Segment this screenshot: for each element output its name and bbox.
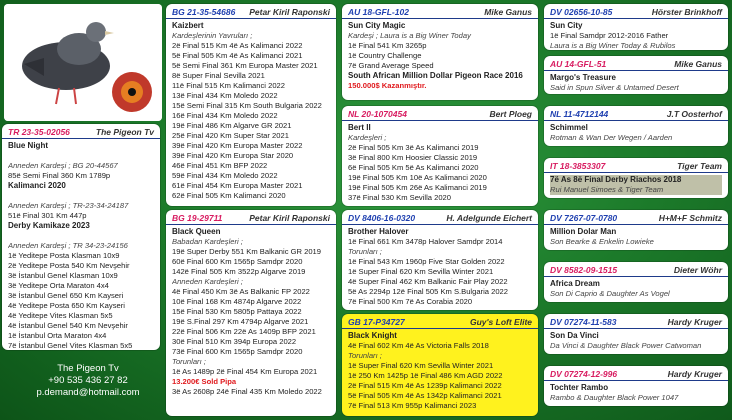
card-line: 142ë Final 505 Km 3522p Algarve 2019 xyxy=(172,267,306,276)
card-kaizbert xyxy=(166,4,336,206)
card-line: 19ë Super Derby 551 Km Balkanic GR 2019 xyxy=(172,247,322,256)
card-line: Rotman & Wan Der Wegen / Aarden xyxy=(550,133,673,142)
owner-name: H. Adelgunde Eichert xyxy=(446,213,532,223)
card-line: Kardeşleri ; xyxy=(348,133,387,142)
card-line: 46ë Final 451 Km BFP 2022 xyxy=(172,161,268,170)
ring-number: NL 20-1070454 xyxy=(348,109,407,119)
card-line: Kardeşlerinin Yavruları ; xyxy=(172,31,253,40)
card-body xyxy=(544,329,728,353)
card-line: 73ë Final 600 Km 1565p Samdpr 2020 xyxy=(172,347,303,356)
contact-block xyxy=(18,363,158,399)
card-body xyxy=(544,225,728,249)
card-line: 1ë Country Challenge xyxy=(348,51,422,60)
card-body xyxy=(166,225,336,399)
card-line: Brother Halover xyxy=(348,227,409,236)
owner-name: Dieter Wöhr xyxy=(673,265,722,275)
card-header xyxy=(544,56,728,71)
card-line: Tochter Rambo xyxy=(550,383,609,392)
owner-name: Tiger Team xyxy=(677,161,722,171)
card-line: Da Vinci & Daughter Black Power Catwoman xyxy=(550,341,702,350)
contact-phone[interactable]: +90 535 436 27 82 xyxy=(48,375,128,386)
card-line: 7ë Grand Average Speed xyxy=(348,61,434,70)
card-line: 3ë Yeditepe Orta Maraton 4x4 xyxy=(8,281,109,290)
card-line: 4ë Yeditepe Posta 650 Km Kayseri xyxy=(8,301,125,310)
contact-email[interactable]: p.demand@hotmail.com xyxy=(36,387,140,398)
card-line: 51ë Final 301 Km 447p xyxy=(8,211,87,220)
ring-number: AU 14-GFL-51 xyxy=(550,59,607,69)
ring-number: DV 02656-10-85 xyxy=(550,7,613,17)
card-line: 7ë As 8ë Final Derby Riachos 2018 xyxy=(550,175,722,185)
card-line: Derby Kamikaze 2023 xyxy=(8,221,90,230)
card-line: 3ë As 2608p 24ë Final 435 Km Moledo 2022 xyxy=(172,387,322,396)
card-million-dolar-man xyxy=(544,210,728,250)
card-line: 15ë Semi Final 315 Km South Bulgaria 2022 xyxy=(172,101,322,110)
card-blue-night xyxy=(2,124,160,350)
card-line: Margo's Treasure xyxy=(550,73,616,82)
card-body xyxy=(544,277,728,301)
card-body xyxy=(342,121,538,205)
card-line: 1ë Super Final 620 Km Sevilla Winter 2021 xyxy=(348,267,494,276)
card-line: 39ë Final 420 Km Europa Star 2020 xyxy=(172,151,294,160)
card-margos-treasure xyxy=(544,56,728,94)
card-line: 1ë Final 661 Km 3478p Halover Samdpr 2014 xyxy=(348,237,503,246)
card-body xyxy=(544,71,728,94)
card-line: Africa Dream xyxy=(550,279,600,288)
card-line: 19ë Final 505 Km 26ë As Kalimanci 2019 xyxy=(348,183,487,192)
card-line: Black Queen xyxy=(172,227,221,236)
pigeon-image xyxy=(4,4,162,121)
card-sun-city-magic xyxy=(342,4,538,100)
card-line: 2ë Final 505 Km 3ë As Kalimanci 2019 xyxy=(348,143,479,152)
card-header xyxy=(544,158,728,173)
ring-number: BG 19-29711 xyxy=(172,213,223,223)
ring-number: NL 11-4712144 xyxy=(550,109,609,119)
card-line: 4ë Final 602 Km 4ë As Victoria Falls 2018 xyxy=(348,341,489,350)
card-body xyxy=(544,173,728,197)
ring-number: DV 07274-11-583 xyxy=(550,317,617,327)
card-line: Blue Night xyxy=(8,141,48,150)
card-header xyxy=(2,124,160,139)
owner-name: The Pigeon Tv xyxy=(95,127,154,137)
card-line: Rui Manuel Simoes & Tiger Team xyxy=(550,185,722,195)
ring-number: BG 21-35-54686 xyxy=(172,7,236,17)
card-line: 60ë Final 600 Km 1565p Samdpr 2020 xyxy=(172,257,303,266)
card-line: 150.000$ Kazanmıştır. xyxy=(348,81,427,90)
owner-name: H+M+F Schmitz xyxy=(658,213,722,223)
card-line: 13.200€ Sold Pipa xyxy=(172,377,237,386)
card-header xyxy=(166,4,336,19)
card-header xyxy=(544,262,728,277)
card-line: Son Da Vinci xyxy=(550,331,599,340)
card-body xyxy=(342,19,538,93)
card-line: 4ë Final 450 Km 3ë As Balkanic FP 2022 xyxy=(172,287,310,296)
card-body xyxy=(342,329,538,413)
card-line: Torunları ; xyxy=(348,247,382,256)
card-line: 1ë Final 543 Km 1960p Five Star Golden 2022 xyxy=(348,257,505,266)
card-body xyxy=(166,19,336,203)
card-body xyxy=(342,225,538,309)
card-bert-ii xyxy=(342,106,538,206)
card-header xyxy=(544,314,728,329)
card-line: Laura is a Big Winer Today & Rubilos xyxy=(550,41,676,50)
owner-name: Petar Kiril Raponski xyxy=(249,7,330,17)
card-line: Babadan Kardeşleri ; xyxy=(172,237,243,246)
card-line: 30ë Final 510 Km 394p Europa 2022 xyxy=(172,337,297,346)
card-line: Said in Spun Silver & Untamed Desert xyxy=(550,83,679,92)
card-brother-halover xyxy=(342,210,538,310)
card-line: 19ë Final 486 Km Algarve GR 2021 xyxy=(172,121,292,130)
card-line: 85ë Semi Final 360 Km 1789p xyxy=(8,171,111,180)
ring-number: DV 8406-16-0320 xyxy=(348,213,416,223)
owner-name: J.T Oosterhof xyxy=(666,109,722,119)
card-line: 37ë Final 530 Km Sevilla 2020 xyxy=(348,193,452,202)
ring-number: AU 18-GFL-102 xyxy=(348,7,409,17)
card-header xyxy=(544,4,728,19)
owner-name: Guy's Loft Elite xyxy=(470,317,532,327)
card-body xyxy=(544,381,728,405)
card-africa-dream xyxy=(544,262,728,302)
card-line: 7ë İstanbul Genel Vites Klasman 5x5 xyxy=(8,341,133,350)
card-line: Anneden Kardeşi ; TR-23-34-24187 xyxy=(8,201,129,210)
card-line: 19ë Final 505 Km 10ë As Kalimanci 2020 xyxy=(348,173,487,182)
card-line: Kalimanci 2020 xyxy=(8,181,66,190)
card-body xyxy=(544,19,728,50)
owner-name: Hörster Brinkhoff xyxy=(651,7,722,17)
card-line: 1ë 250 Km 1425p 1ë Final 486 Km AGD 2022 xyxy=(348,371,503,380)
card-header xyxy=(342,314,538,329)
card-line: 4ë İstanbul Genel 540 Km Nevşehir xyxy=(8,321,128,330)
card-line: Sun City Magic xyxy=(348,21,406,30)
card-line: Kardeşi ; Laura is a Big Winer Today xyxy=(348,31,471,40)
owner-name: Hardy Kruger xyxy=(667,317,722,327)
ring-number: DV 07274-12-996 xyxy=(550,369,618,379)
card-line: Black Knight xyxy=(348,331,397,340)
card-line: 3ë İstanbul Genel 650 Km Kayseri xyxy=(8,291,124,300)
card-line: 4ë Super Final 462 Km Balkanic Fair Play 2022 xyxy=(348,277,508,286)
card-tochter-rambo xyxy=(544,366,728,406)
card-line: 6ë Final 505 Km 5ë As Kalimanci 2020 xyxy=(348,163,479,172)
card-line: 11ë Final 515 Km Kalimanci 2022 xyxy=(172,81,285,90)
card-line: 1ë İstanbul Orta Maraton 4x4 xyxy=(8,331,107,340)
card-line: Son Bearke & Enkelin Lowieke xyxy=(550,237,654,246)
card-line: 5ë Final 505 Km 4ë As 1342p Kalimanci 2021 xyxy=(348,391,502,400)
card-line: 19ë S.Final 297 Km 4794p Algarve 2021 xyxy=(172,317,309,326)
pigeon-photo xyxy=(4,4,162,121)
card-line: 1ë Super Final 620 Km Sevilla Winter 2021 xyxy=(348,361,494,370)
card-line: 2ë Yeditepe Posta 540 Km Nevşehir xyxy=(8,261,130,270)
card-line: 5ë As 2294p 12ë Final 505 Km S.Bulgaria 2022 xyxy=(348,287,509,296)
owner-name: Bert Ploeg xyxy=(489,109,532,119)
card-header xyxy=(544,210,728,225)
card-schimmel xyxy=(544,106,728,146)
card-line: Rambo & Daughter Black Power 1047 xyxy=(550,393,679,402)
card-line: Torunları ; xyxy=(348,351,382,360)
card-line: 3ë Final 800 Km Hoosier Classic 2019 xyxy=(348,153,478,162)
card-line: 4ë Yeditepe Vites Klasman 5x5 xyxy=(8,311,113,320)
card-line: 1ë As 1489p 2ë Final 454 Km Europa 2021 xyxy=(172,367,318,376)
card-line: Anneden Kardeşi ; BG 20-44567 xyxy=(8,161,118,170)
owner-name: Hardy Kruger xyxy=(667,369,722,379)
card-line: 8ë Super Final Sevilla 2021 xyxy=(172,71,265,80)
card-line: Kaizbert xyxy=(172,21,204,30)
card-line: 62ë Final 505 Km Kalimanci 2020 xyxy=(172,191,286,200)
card-line xyxy=(8,191,154,201)
card-line: 16ë Final 434 Km Moledo 2022 xyxy=(172,111,278,120)
card-line: 1ë Yeditepe Posta Klasman 10x9 xyxy=(8,251,120,260)
ring-number: DV 7267-07-0780 xyxy=(550,213,618,223)
card-header xyxy=(544,366,728,381)
card-line: 15ë Final 530 Km 5805p Pattaya 2022 xyxy=(172,307,302,316)
ring-number: GB 17-P34727 xyxy=(348,317,405,327)
owner-name: Mike Ganus xyxy=(674,59,722,69)
ring-number: DV 8582-09-1515 xyxy=(550,265,618,275)
card-line: 61ë Final 454 Km Europa Master 2021 xyxy=(172,181,303,190)
card-header xyxy=(342,210,538,225)
card-header xyxy=(544,106,728,121)
card-line: 25ë Final 420 Km Super Star 2021 xyxy=(172,131,289,140)
card-sun-city xyxy=(544,4,728,50)
card-body xyxy=(544,121,728,145)
card-line: Anneden Kardeşleri ; xyxy=(172,277,243,286)
card-line: Sun City xyxy=(550,21,583,30)
card-line: Anneden Kardeşi ; TR 34-23-24156 xyxy=(8,241,128,250)
card-line: 7ë Final 513 Km 955p Kalimanci 2023 xyxy=(348,401,477,410)
card-line: Schimmel xyxy=(550,123,588,132)
card-black-queen xyxy=(166,210,336,416)
card-line: Bert II xyxy=(348,123,371,132)
card-line: 1ë Final 541 Km 3265p xyxy=(348,41,427,50)
card-header xyxy=(166,210,336,225)
card-line: 5ë Semi Final 361 Km Europa Master 2021 xyxy=(172,61,318,70)
card-tiger-team xyxy=(544,158,728,198)
card-line: 2ë Final 515 Km 4ë As Kalimanci 2022 xyxy=(172,41,303,50)
card-line: 7ë Final 500 Km 7ë As Corabia 2020 xyxy=(348,297,473,306)
card-line: 5ë Final 505 Km 4ë As Kalimanci 2021 xyxy=(172,51,303,60)
card-line xyxy=(8,151,154,161)
card-line: 2ë Final 515 Km 4ë As 1239p Kalimanci 2022 xyxy=(348,381,502,390)
card-header xyxy=(342,4,538,19)
card-line: Son Di Caprio & Daughter As Vogel xyxy=(550,289,670,298)
card-line: South African Million Dollar Pigeon Race 2016 xyxy=(348,71,523,80)
card-line: 1ë Final Samdpr 2012-2016 Father xyxy=(550,31,669,40)
card-line: 59ë Final 434 Km Moledo 2022 xyxy=(172,171,278,180)
card-line: Million Dolar Man xyxy=(550,227,617,236)
card-line: 13ë Final 434 Km Moledo 2022 xyxy=(172,91,278,100)
ring-number: IT 18-3853307 xyxy=(550,161,606,171)
card-line: 39ë Final 420 Km Europa Master 2022 xyxy=(172,141,303,150)
owner-name: Petar Kiril Raponski xyxy=(249,213,330,223)
card-line: 10ë Final 168 Km 4874p Algarve 2022 xyxy=(172,297,302,306)
contact-name: The Pigeon Tv xyxy=(57,363,119,374)
ring-number: TR 23-35-02056 xyxy=(8,127,70,137)
card-black-knight xyxy=(342,314,538,416)
card-line: Torunları ; xyxy=(172,357,206,366)
owner-name: Mike Ganus xyxy=(484,7,532,17)
card-header xyxy=(342,106,538,121)
card-son-da-vinci xyxy=(544,314,728,354)
card-line: 3ë İstanbul Genel Klasman 10x9 xyxy=(8,271,118,280)
card-body xyxy=(2,139,160,350)
card-line: 22ë Final 506 Km 22ë As 1409p BFP 2021 xyxy=(172,327,316,336)
card-line xyxy=(8,231,154,241)
